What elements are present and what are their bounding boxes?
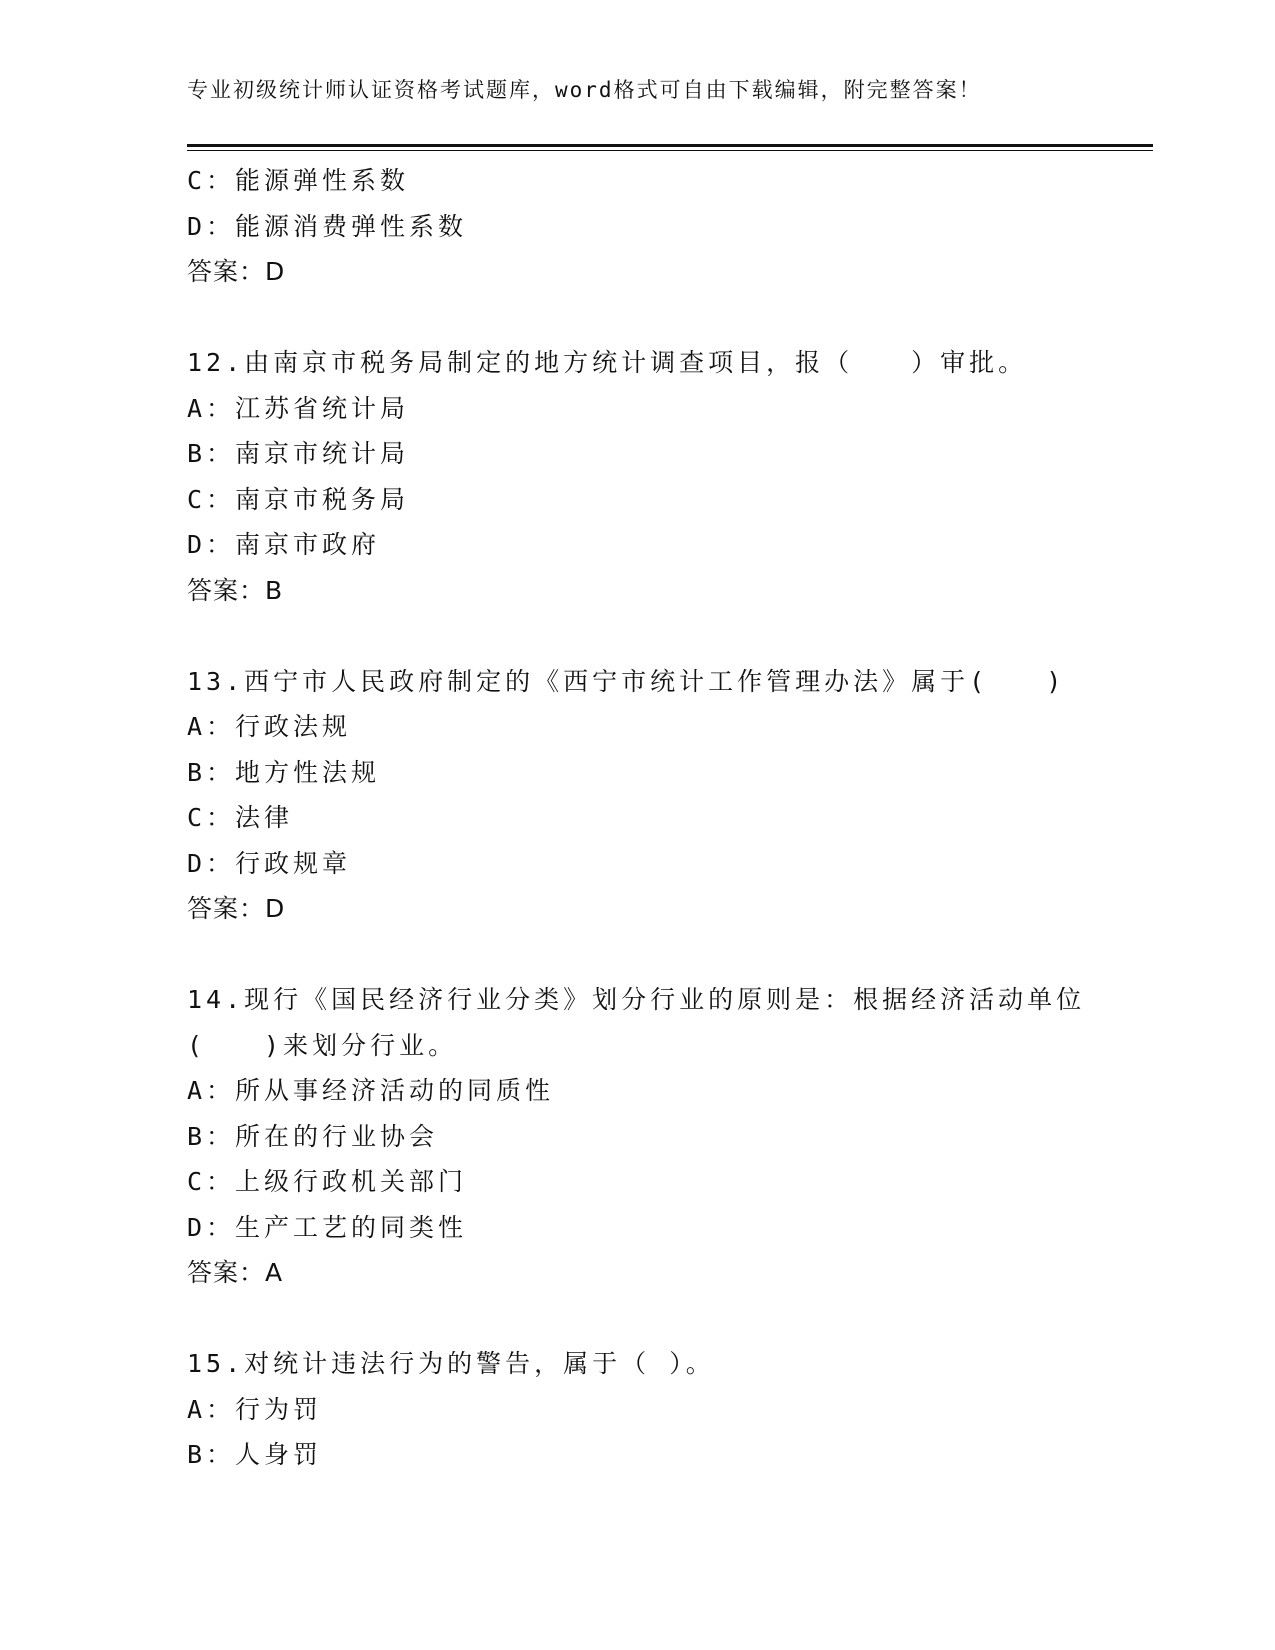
option-c: C：能源弹性系数: [187, 166, 410, 195]
option-a: A：江苏省统计局: [187, 393, 410, 423]
option-a: A：行为罚: [187, 1394, 323, 1424]
spacer: [187, 613, 1153, 659]
option-a: A：所从事经济活动的同质性: [187, 1076, 555, 1105]
question-13: [187, 659, 1153, 932]
spacer: [187, 295, 1153, 341]
question-stem: 13.西宁市人民政府制定的《西宁市统计工作管理办法》属于( ): [187, 666, 1066, 696]
option-b: B：地方性法规: [187, 757, 381, 787]
spacer: [187, 1296, 1153, 1342]
question-stem: 15.对统计违法行为的警告，属于（ ）。: [187, 1349, 715, 1378]
answer: 答案：D: [187, 257, 286, 286]
question-list: [187, 158, 1153, 1478]
option-d: D：能源消费弹性系数: [187, 211, 468, 241]
question-stem-line-2: ( )来划分行业。: [187, 1030, 458, 1060]
header-rule-thin: [187, 150, 1153, 151]
answer: 答案：D: [187, 894, 286, 923]
option-c: C：上级行政机关部门: [187, 1167, 468, 1196]
header-rule-thick: [187, 144, 1153, 147]
option-b: B：南京市统计局: [187, 439, 410, 468]
question-stem: 12.由南京市税务局制定的地方统计调查项目，报（ ）审批。: [187, 348, 1028, 377]
option-c: C：南京市税务局: [187, 484, 410, 514]
option-d: D：生产工艺的同类性: [187, 1212, 468, 1242]
option-b: B：所在的行业协会: [187, 1121, 439, 1151]
question-11: [187, 158, 1153, 295]
page-header: 专业初级统计师认证资格考试题库，word格式可自由下载编辑，附完整答案！: [187, 78, 982, 102]
question-15: [187, 1341, 1153, 1478]
answer: 答案：A: [187, 1258, 284, 1287]
question-stem-line-1: 14.现行《国民经济行业分类》划分行业的原则是：根据经济活动单位: [187, 985, 1086, 1014]
option-c: C：法律: [187, 803, 294, 832]
answer: 答案：B: [187, 575, 284, 605]
option-d: D：行政规章: [187, 848, 352, 878]
option-b: B：人身罚: [187, 1440, 323, 1469]
question-14: [187, 977, 1153, 1296]
option-a: A：行政法规: [187, 712, 352, 741]
question-12: [187, 340, 1153, 613]
option-d: D：南京市政府: [187, 530, 381, 559]
spacer: [187, 932, 1153, 978]
